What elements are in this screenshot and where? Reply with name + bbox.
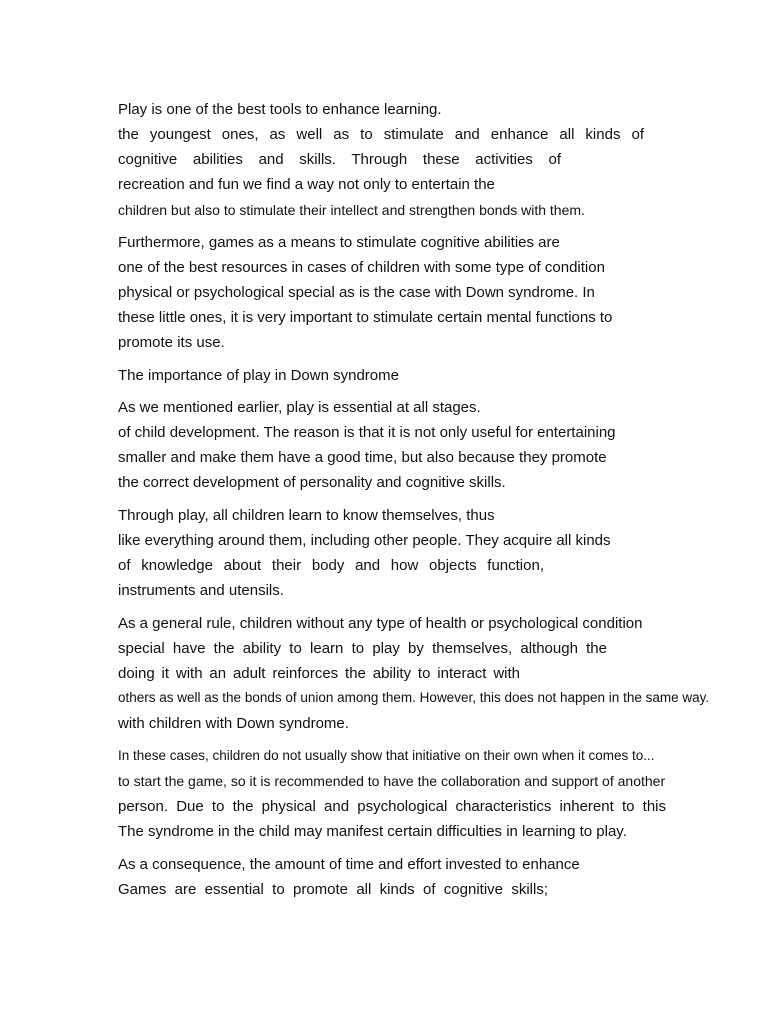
text-line: of child development. The reason is that it is not only useful for entertaining xyxy=(118,424,616,441)
text-line: instruments and utensils. xyxy=(118,582,284,599)
text-line: Through play, all children learn to know themselves, thus xyxy=(118,507,495,524)
text-line: cognitive abilities and skills. Through these activities of xyxy=(118,151,561,168)
text-line: smaller and make them have a good time, but also because they promote xyxy=(118,449,607,466)
text-line: one of the best resources in cases of children with some type of condition xyxy=(118,259,605,276)
text-line: Furthermore, games as a means to stimulate cognitive abilities are xyxy=(118,234,560,251)
text-line: others as well as the bonds of union among them. However, this does not happen in the same way. xyxy=(118,690,710,705)
text-line: Play is one of the best tools to enhance learning. xyxy=(118,101,442,118)
text-line: In these cases, children do not usually show that initiative on their own when it comes to... xyxy=(118,748,655,763)
text-line: the correct development of personality and cognitive skills. xyxy=(118,474,506,491)
text-line: like everything around them, including other people. They acquire all kinds xyxy=(118,532,611,549)
text-line: of knowledge about their body and how objects function, xyxy=(118,557,544,574)
text-line: these little ones, it is very important to stimulate certain mental functions to xyxy=(118,309,613,326)
text-line: person. Due to the physical and psychological characteristics inherent to this xyxy=(118,798,666,815)
text-line: special have the ability to learn to play by themselves, although the xyxy=(118,640,607,657)
text-line: Games are essential to promote all kinds of cognitive skills; xyxy=(118,881,548,898)
text-line: doing it with an adult reinforces the ability to interact with xyxy=(118,665,520,682)
text-line: As a general rule, children without any type of health or psychological condition xyxy=(118,615,643,632)
text-line: promote its use. xyxy=(118,334,225,351)
text-line: children but also to stimulate their intellect and strengthen bonds with them. xyxy=(118,202,585,218)
text-line: As a consequence, the amount of time and effort invested to enhance xyxy=(118,856,580,873)
text-line: physical or psychological special as is the case with Down syndrome. In xyxy=(118,284,595,301)
text-line: The syndrome in the child may manifest certain difficulties in learning to play. xyxy=(118,823,627,840)
section-heading: The importance of play in Down syndrome xyxy=(118,367,399,384)
text-line: with children with Down syndrome. xyxy=(118,715,349,732)
text-line: As we mentioned earlier, play is essential at all stages. xyxy=(118,399,481,416)
text-line: recreation and fun we find a way not only to entertain the xyxy=(118,176,495,193)
text-line: the youngest ones, as well as to stimulate and enhance all kinds of xyxy=(118,126,644,143)
text-line: to start the game, so it is recommended to have the collaboration and support of another xyxy=(118,773,666,789)
